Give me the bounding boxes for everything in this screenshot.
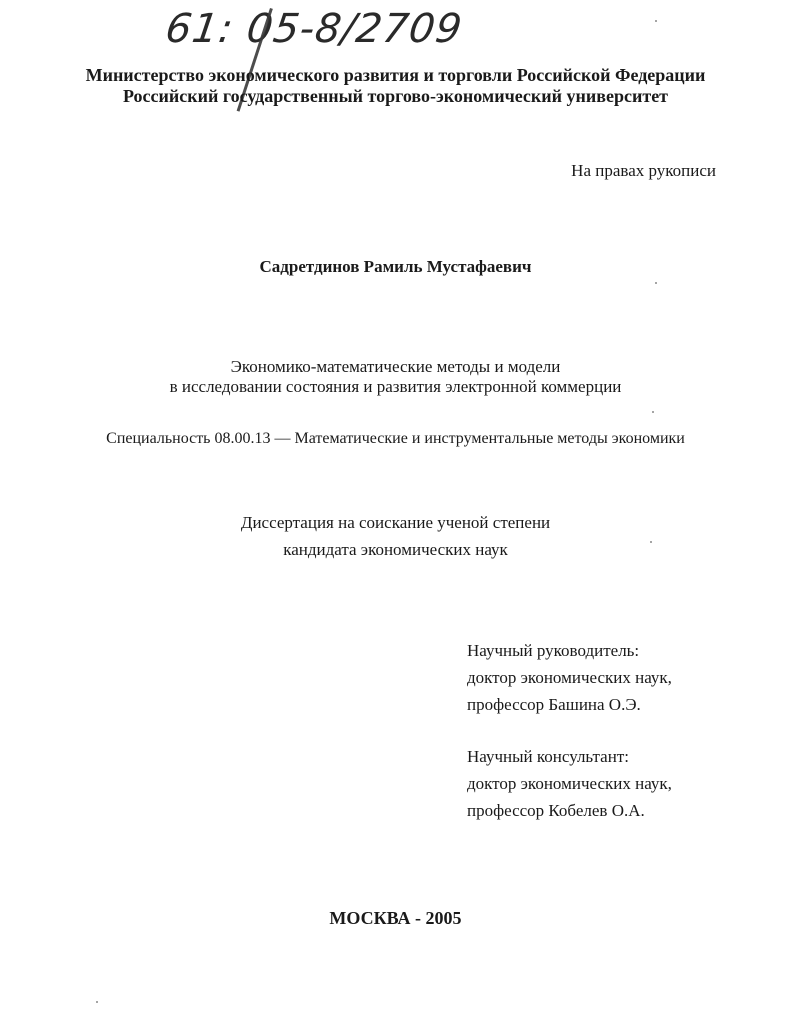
archive-stamp: 61: 05-8/2709 bbox=[162, 6, 466, 52]
scan-speck bbox=[96, 1001, 98, 1003]
thesis-title-line-1: Экономико-математические методы и модели bbox=[230, 357, 561, 376]
consultant-name: профессор Кобелев О.А. bbox=[467, 801, 645, 820]
supervisor-block bbox=[467, 637, 672, 718]
city-year: МОСКВА - 2005 bbox=[329, 908, 462, 928]
supervisor-degree: доктор экономических наук, bbox=[467, 668, 672, 687]
ministry-name: Министерство экономического развития и торговли Российской Федерации bbox=[85, 65, 706, 85]
supervisor-role: Научный руководитель: bbox=[467, 641, 640, 660]
consultant-role: Научный консультант: bbox=[467, 747, 629, 766]
rights-note: На правах рукописи bbox=[571, 161, 716, 180]
scan-speck bbox=[655, 282, 657, 284]
degree-line-2: кандидата экономических наук bbox=[283, 540, 508, 559]
scan-speck bbox=[655, 20, 657, 22]
thesis-title-line-2: в исследовании состояния и развития электронной коммерции bbox=[169, 377, 622, 396]
degree-line-1: Диссертация на соискание ученой степени bbox=[240, 513, 551, 532]
consultant-block bbox=[467, 743, 672, 824]
scan-speck bbox=[652, 411, 654, 413]
consultant-degree: доктор экономических наук, bbox=[467, 774, 672, 793]
author-name: Садретдинов Рамиль Мустафаевич bbox=[259, 257, 532, 276]
scan-speck bbox=[650, 541, 652, 543]
specialty: Специальность 08.00.13 — Математические и инструментальные методы экономики bbox=[106, 430, 685, 447]
university-name: Российский государственный торгово-экономический университет bbox=[122, 86, 669, 106]
supervisor-name: профессор Башина О.Э. bbox=[467, 695, 641, 714]
